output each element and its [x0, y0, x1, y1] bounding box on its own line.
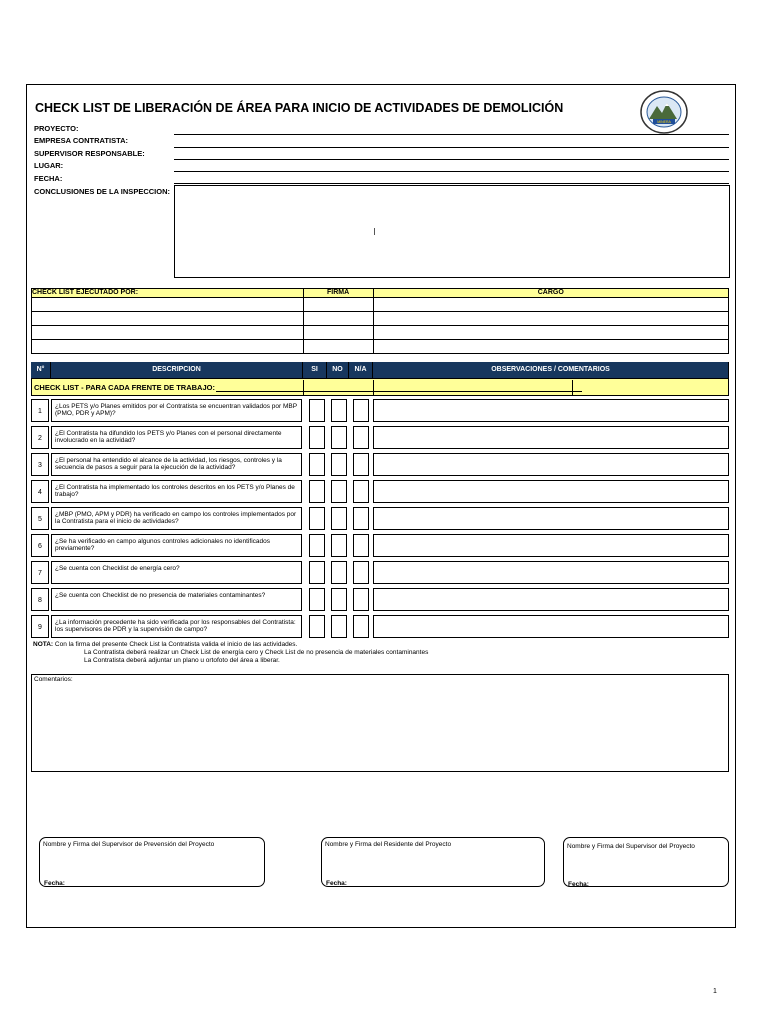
item-description: ¿Se ha verificado en campo algunos controles adicionales no identificados previamente?	[51, 534, 302, 557]
divider	[373, 380, 374, 396]
observations-cell[interactable]	[373, 615, 729, 638]
field-line-supervisor[interactable]	[174, 159, 729, 160]
item-number: 2	[31, 426, 49, 449]
checklist-row	[31, 426, 729, 450]
item-number: 5	[31, 507, 49, 530]
field-label-fecha: FECHA:	[34, 174, 63, 183]
svg-text:MINERA: MINERA	[657, 120, 671, 124]
checkbox-no[interactable]	[331, 561, 347, 584]
exec-cell[interactable]	[303, 326, 373, 340]
company-logo-icon	[639, 89, 689, 135]
executed-by-table	[31, 288, 729, 354]
field-line-empresa[interactable]	[174, 147, 729, 148]
checkbox-na[interactable]	[353, 588, 369, 611]
checklist-form	[26, 84, 736, 928]
item-description: ¿El Contratista ha implementado los controles descritos en los PETS y/o Planes de trabajo?	[51, 480, 302, 503]
item-description: ¿El personal ha entendido el alcance de la actividad, los riesgos, controles y la secuencia de pasos a seguir para la ejecución de la actividad?	[51, 453, 302, 476]
observations-cell[interactable]	[373, 534, 729, 557]
checkbox-no[interactable]	[331, 588, 347, 611]
checkbox-na[interactable]	[353, 615, 369, 638]
field-label-empresa: EMPRESA CONTRATISTA:	[34, 136, 129, 145]
item-number: 4	[31, 480, 49, 503]
header-na: N/A	[349, 362, 373, 378]
exec-cell[interactable]	[373, 298, 728, 312]
conclusions-label: CONCLUSIONES DE LA INSPECCION:	[34, 187, 170, 196]
checkbox-si[interactable]	[309, 480, 325, 503]
checklist-row	[31, 588, 729, 612]
comments-box[interactable]	[31, 674, 729, 772]
checkbox-si[interactable]	[309, 399, 325, 422]
observations-cell[interactable]	[373, 561, 729, 584]
exec-header-cargo: CARGO	[373, 289, 728, 298]
checkbox-si[interactable]	[309, 426, 325, 449]
header-no: NO	[327, 362, 349, 378]
field-label-lugar: LUGAR:	[34, 161, 64, 170]
checklist-row	[31, 534, 729, 558]
exec-header-name: CHECK LIST EJECUTADO POR:	[32, 289, 304, 298]
exec-cell[interactable]	[373, 340, 728, 354]
checkbox-na[interactable]	[353, 426, 369, 449]
exec-cell[interactable]	[303, 340, 373, 354]
item-description: ¿La información precedente ha sido verificada por los responsables del Contratista: los supervisores de PDR y la supervisión de campo?	[51, 615, 302, 638]
checklist-row	[31, 480, 729, 504]
exec-cell[interactable]	[373, 326, 728, 340]
exec-cell[interactable]	[32, 340, 304, 354]
conclusions-box[interactable]	[174, 185, 730, 278]
checkbox-si[interactable]	[309, 615, 325, 638]
checkbox-si[interactable]	[309, 534, 325, 557]
field-label-supervisor: SUPERVISOR RESPONSABLE:	[34, 149, 145, 158]
signature-box-supervisor[interactable]	[563, 837, 729, 887]
signature-box-residente[interactable]	[321, 837, 545, 887]
field-line-proyecto[interactable]	[174, 134, 729, 135]
observations-cell[interactable]	[373, 453, 729, 476]
checkbox-no[interactable]	[331, 615, 347, 638]
checkbox-na[interactable]	[353, 480, 369, 503]
checklist-row	[31, 399, 729, 423]
item-number: 8	[31, 588, 49, 611]
observations-cell[interactable]	[373, 588, 729, 611]
frente-trabajo-row	[31, 378, 729, 396]
field-line-fecha[interactable]	[174, 183, 729, 184]
frente-label: CHECK LIST - PARA CADA FRENTE DE TRABAJO:	[34, 383, 215, 392]
signature-date: Fecha:	[568, 881, 589, 888]
divider	[572, 380, 573, 396]
item-number: 9	[31, 615, 49, 638]
nota-line-1: Con la firma del presente Check List la Contratista valida el inicio de las actividades.	[54, 641, 298, 648]
item-description: ¿Se cuenta con Checklist de no presencia de materiales contaminantes?	[51, 588, 302, 611]
nota-line-3: La Contratista deberá adjuntar un plano u ortofoto del área a liberar.	[84, 657, 280, 664]
checkbox-no[interactable]	[331, 480, 347, 503]
field-line-lugar[interactable]	[174, 171, 729, 172]
checklist-row	[31, 507, 729, 531]
checkbox-no[interactable]	[331, 507, 347, 530]
signature-name: Nombre y Firma del Residente del Proyecto	[325, 841, 452, 848]
exec-cell[interactable]	[373, 312, 728, 326]
checklist-row	[31, 561, 729, 585]
checkbox-na[interactable]	[353, 399, 369, 422]
exec-cell[interactable]	[303, 312, 373, 326]
signature-date: Fecha:	[326, 880, 347, 887]
exec-cell[interactable]	[303, 298, 373, 312]
header-num: N°	[31, 362, 51, 378]
item-description: ¿Los PETS y/o Planes emitidos por el Contratista se encuentran validados por MBP (PMO, PDR y APM)?	[51, 399, 302, 422]
signature-date: Fecha:	[44, 880, 65, 887]
checkbox-no[interactable]	[331, 534, 347, 557]
signature-box-prevencion[interactable]	[39, 837, 265, 887]
observations-cell[interactable]	[373, 480, 729, 503]
nota-block	[33, 641, 428, 665]
exec-header-firma: FIRMA	[303, 289, 373, 298]
checkbox-na[interactable]	[353, 507, 369, 530]
checkbox-no[interactable]	[331, 453, 347, 476]
item-description: ¿MBP (PMO, APM y PDR) ha verificado en campo los controles implementados por la Contratista para el inicio de actividades?	[51, 507, 302, 530]
checklist-header	[31, 362, 729, 378]
checkbox-na[interactable]	[353, 561, 369, 584]
comments-label: Comentarios:	[34, 676, 73, 683]
item-number: 1	[31, 399, 49, 422]
exec-cell[interactable]	[32, 312, 304, 326]
page-number: 1	[713, 988, 717, 995]
checklist-row	[31, 453, 729, 477]
observations-cell[interactable]	[373, 426, 729, 449]
observations-cell[interactable]	[373, 507, 729, 530]
checkbox-si[interactable]	[309, 588, 325, 611]
text-cursor	[374, 228, 375, 235]
nota-line-2: La Contratista deberá realizar un Check List de energía cero y Check List de no presencia de materiales contaminantes	[84, 649, 429, 656]
checkbox-si[interactable]	[309, 453, 325, 476]
header-desc: DESCRIPCION	[51, 362, 303, 378]
checkbox-no[interactable]	[331, 399, 347, 422]
checkbox-si[interactable]	[309, 561, 325, 584]
item-number: 7	[31, 561, 49, 584]
checkbox-no[interactable]	[331, 426, 347, 449]
divider	[303, 380, 304, 396]
header-si: SI	[303, 362, 327, 378]
form-title: CHECK LIST DE LIBERACIÓN DE ÁREA PARA INICIO DE ACTIVIDADES DE DEMOLICIÓN	[35, 101, 564, 115]
field-label-proyecto: PROYECTO:	[34, 124, 79, 133]
exec-cell[interactable]	[32, 326, 304, 340]
exec-cell[interactable]	[32, 298, 304, 312]
checkbox-na[interactable]	[353, 534, 369, 557]
frente-underline[interactable]	[216, 391, 376, 392]
checklist-row	[31, 615, 729, 639]
frente-underline[interactable]	[376, 391, 582, 392]
header-obs: OBSERVACIONES / COMENTARIOS	[373, 362, 729, 378]
observations-cell[interactable]	[373, 399, 729, 422]
item-number: 3	[31, 453, 49, 476]
item-description: ¿Se cuenta con Checklist de energía cero?	[51, 561, 302, 584]
item-description: ¿El Contratista ha difundido los PETS y/o Planes con el personal directamente involucrado en la actividad?	[51, 426, 302, 449]
nota-label: NOTA:	[33, 641, 54, 648]
item-number: 6	[31, 534, 49, 557]
signature-name: Nombre y Firma del Supervisor del Proyecto	[567, 843, 695, 850]
checkbox-si[interactable]	[309, 507, 325, 530]
signature-name: Nombre y Firma del Supervisor de Prevensión del Proyecto	[43, 841, 215, 848]
checkbox-na[interactable]	[353, 453, 369, 476]
